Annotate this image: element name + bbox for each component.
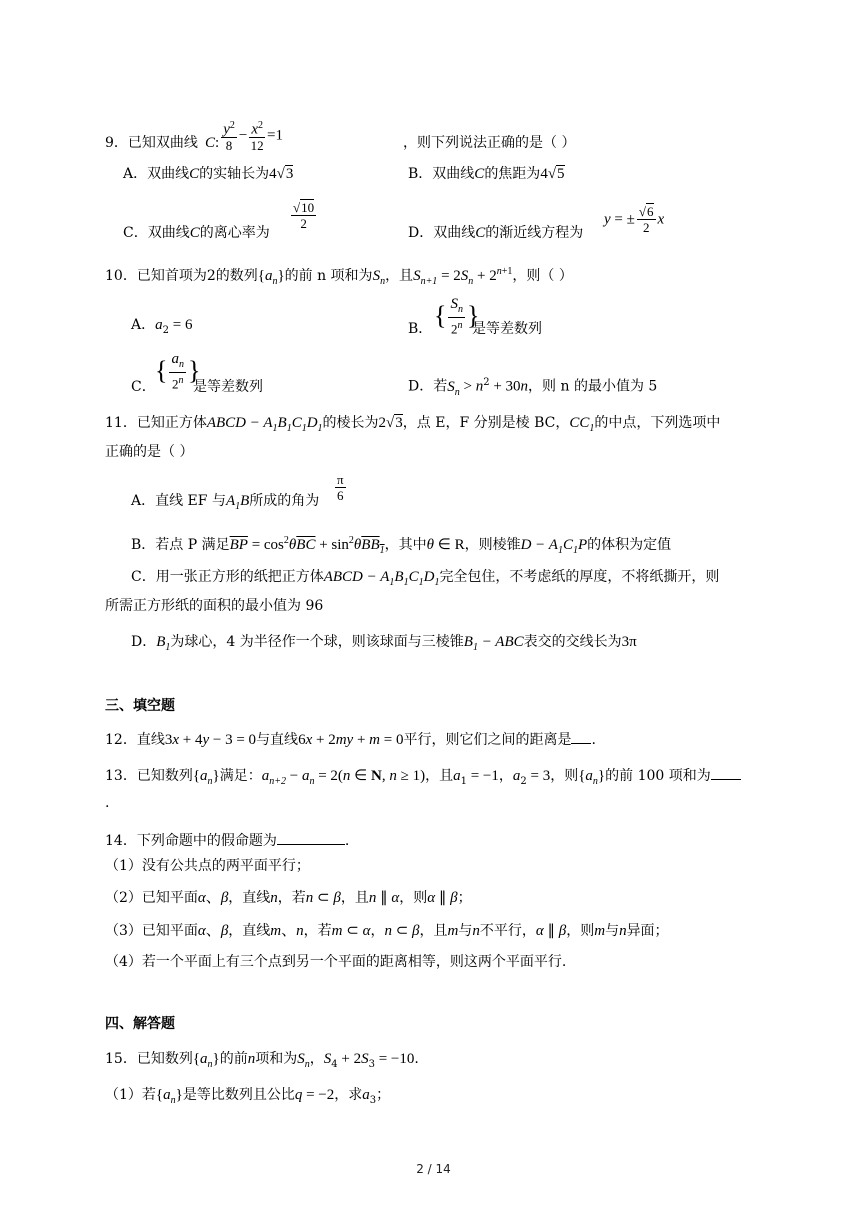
q15-part-1: （1）若$\{a_n\}$是等比数列且公比q = −2，求$a_3$；	[105, 1087, 391, 1106]
q9-option-b: B．双曲线C的焦距为4√5	[408, 166, 565, 182]
q10-stem: 10．已知首项为2的数列$\{a_n\}$的前 n 项和为$S_n$，且$S_{n+1} = 2S_n + 2^{n+1}$，则（ ）	[105, 266, 573, 287]
q14-statement-2: （2）已知平面α、β，直线n，若n ⊂ β，且n ∥ α，则α ∥ β；	[105, 890, 472, 906]
q11-stem: 11．已知正方体ABCD − $A_1B_1C_1D_1$的棱长为2√3，点 E，F 分别是棱 BC，$CC_1$的中点，下列选项中	[105, 415, 721, 434]
q12-answer-blank[interactable]	[571, 729, 591, 744]
q13-answer-blank[interactable]	[711, 765, 741, 780]
q14: 14．下列命题中的假命题为 .	[105, 830, 349, 850]
q13: 13．已知数列$\{a_n\}$满足：$a_{n+2} - a_n = 2(n$ ∈ N, n ≥ 1)，且$a_1 = -1$，$a_2 = 3$，则$\{a_n\}$的前 100 项和为	[105, 765, 741, 791]
q15: 15．已知数列$\{a_n\}$的前n项和为$S_n$，$S_4 + 2S_3 = -10$.	[105, 1051, 419, 1070]
section-solve-title: 四、解答题	[105, 1016, 175, 1032]
q11-option-b: B．若点 P 满足$\overline{BP} = \cos^2\theta\overline{BC} + \sin^2\theta BB_1$，其中θ ∈ R，则棱锥$D - A_1C_1P$的体积为定值	[131, 535, 672, 556]
q14-answer-blank[interactable]	[277, 830, 345, 845]
hyperbola-equation: C: $\frac{y^2}{8}$ − $\frac{x^2}{12}$ =1	[205, 120, 283, 154]
q10-option-a: A．$a_2 = 6$	[131, 317, 193, 336]
q13-period: .	[105, 795, 110, 811]
q9-option-a: A．双曲线C的实轴长为4√3	[123, 166, 294, 182]
q14-statement-3: （3）已知平面α、β，直线m、n，若m ⊂ α，n ⊂ β，且m与n不平行，α ∥ β，则m与n异面；	[105, 923, 669, 939]
q11-option-c: C．用一张正方形的纸把正方体ABCD − $A_1B_1C_1D_1$完全包住，不考虑纸的厚度，不将纸撕开，则	[131, 569, 720, 588]
q12: 12．直线3x + 4y − 3 = 0与直线6x + 2my + m = 0平行，则它们之间的距离是 .	[105, 729, 596, 749]
q11-stem-line2: 正确的是（ ）	[105, 444, 194, 460]
section-fill-in-title: 三、填空题	[105, 698, 175, 714]
q11-option-d: D．$B_1$为球心，4 为半径作一个球，则该球面与三棱锥$B_1$ − ABC表交的交线长为3π	[131, 634, 637, 653]
q14-statement-4: （4）若一个平面上有三个点到另一个平面的距离相等，则这两个平面平行.	[105, 954, 567, 970]
page-number: 2 / 14	[416, 1162, 451, 1176]
q11-option-c-line2: 所需正方形纸的面积的最小值为 96	[105, 598, 324, 614]
q14-statement-1: （1）没有公共点的两平面平行；	[105, 858, 310, 874]
q10-option-d: D．若$S_n > n^2 + 30n$，则 n 的最小值为 5	[408, 377, 658, 398]
